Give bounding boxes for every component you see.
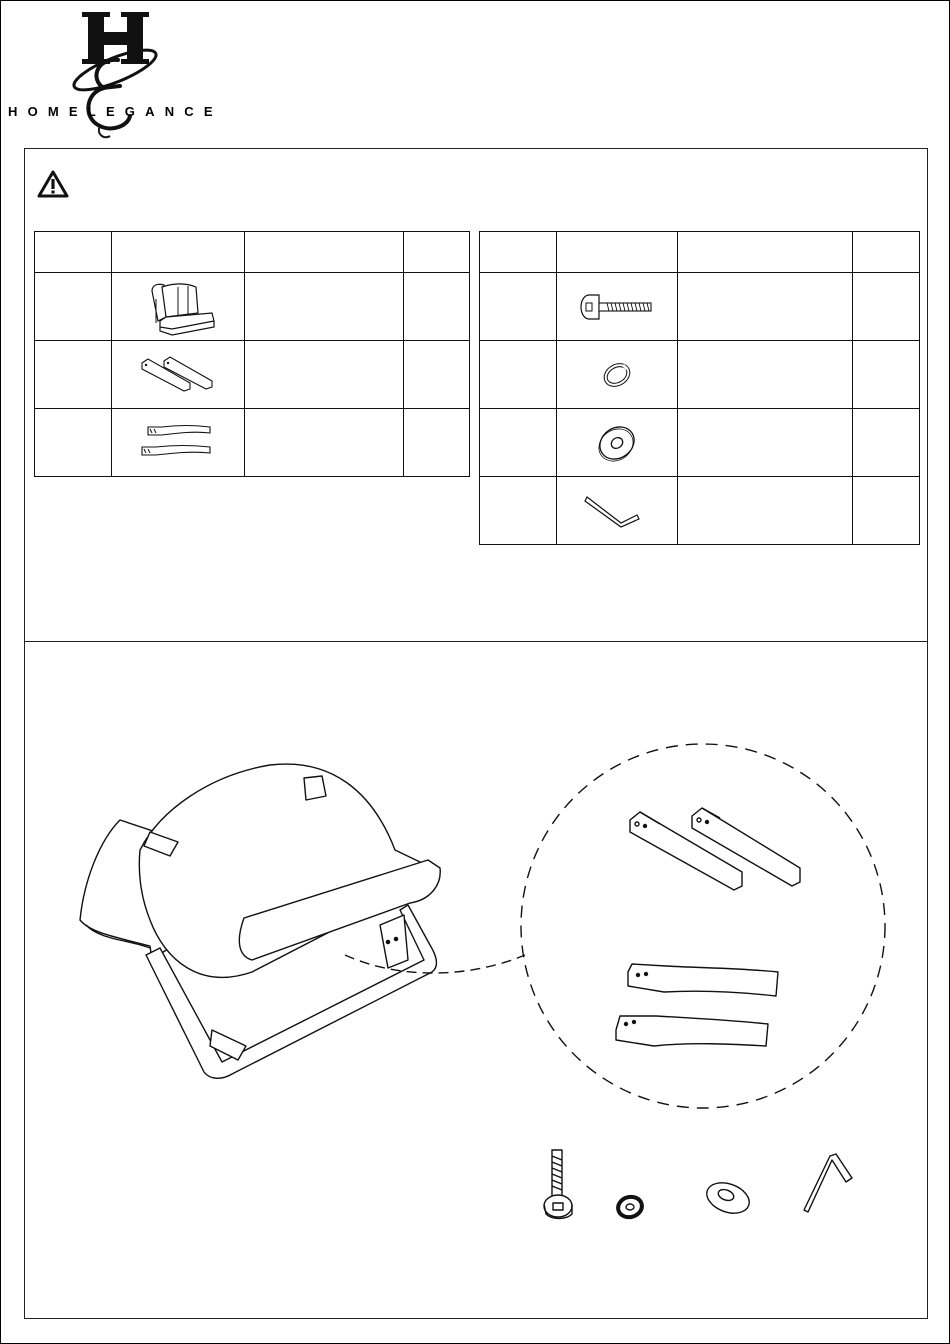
leg-rails-detail-icon	[630, 808, 800, 890]
spring-washer-detail-icon	[616, 1194, 644, 1220]
flat-washer-detail-icon	[703, 1177, 754, 1218]
chair-upside-down-icon	[80, 764, 440, 1078]
curved-runners-detail-icon	[616, 964, 778, 1046]
bolt-detail-icon	[544, 1150, 572, 1219]
brand-wordmark: HOMELEGANCE	[8, 104, 223, 119]
allen-key-detail-icon	[804, 1154, 852, 1212]
